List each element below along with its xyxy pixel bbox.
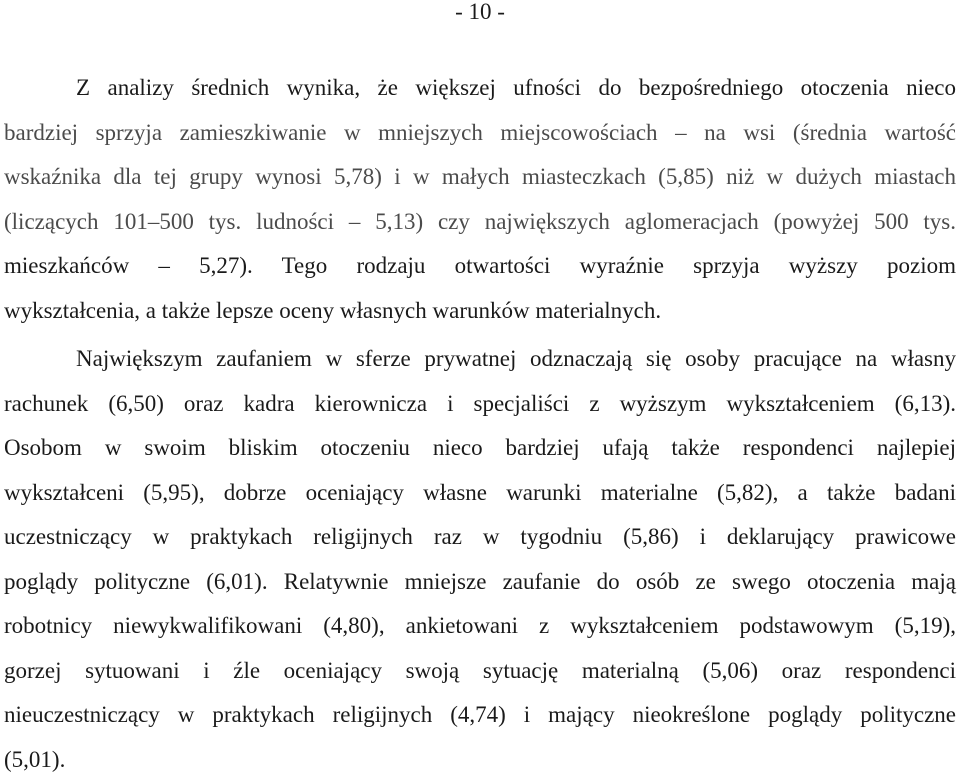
paragraph-line: (5,01). <box>4 738 956 782</box>
paragraph-line: bardziej sprzyja zamieszkiwanie w mniejszych miejscowościach – na wsi (średnia wartość <box>4 111 956 156</box>
paragraph-line: wykształceni (5,95), dobrze oceniający własne warunki materialne (5,82), a także badani <box>4 471 956 516</box>
paragraph-line: wykształcenia, a także lepsze oceny własnych warunków materialnych. <box>4 289 956 334</box>
paragraph-line: rachunek (6,50) oraz kadra kierownicza i specjaliści z wyższym wykształceniem (6,13). <box>4 382 956 427</box>
paragraph-line: robotnicy niewykwalifikowani (4,80), ankietowani z wykształceniem podstawowym (5,19), <box>4 604 956 649</box>
page-number: - 10 - <box>0 0 960 26</box>
paragraph-line: mieszkańców – 5,27). Tego rodzaju otwartości wyraźnie sprzyja wyższy poziom <box>4 244 956 289</box>
paragraph-line: poglądy polityczne (6,01). Relatywnie mniejsze zaufanie do osób ze swego otoczenia mają <box>4 560 956 605</box>
paragraph-line: Osobom w swoim bliskim otoczeniu nieco bardziej ufają także respondenci najlepiej <box>4 426 956 471</box>
paragraph-line: wskaźnika dla tej grupy wynosi 5,78) i w małych miasteczkach (5,85) niż w dużych miastach <box>4 155 956 200</box>
paragraph-line: Z analizy średnich wynika, że większej ufności do bezpośredniego otoczenia nieco <box>4 66 956 111</box>
paragraph-2 <box>4 337 956 782</box>
paragraph-line: Największym zaufaniem w sferze prywatnej odznaczają się osoby pracujące na własny <box>4 337 956 382</box>
paragraph-1 <box>4 66 956 333</box>
paragraph-line: uczestniczący w praktykach religijnych raz w tygodniu (5,86) i deklarujący prawicowe <box>4 515 956 560</box>
paragraph-line: (liczących 101–500 tys. ludności – 5,13) czy największych aglomeracjach (powyżej 500 tys. <box>4 200 956 245</box>
paragraph-line: gorzej sytuowani i źle oceniający swoją sytuację materialną (5,06) oraz respondenci <box>4 649 956 694</box>
paragraph-line: nieuczestniczący w praktykach religijnych (4,74) i mający nieokreślone poglądy polityczne <box>4 693 956 738</box>
